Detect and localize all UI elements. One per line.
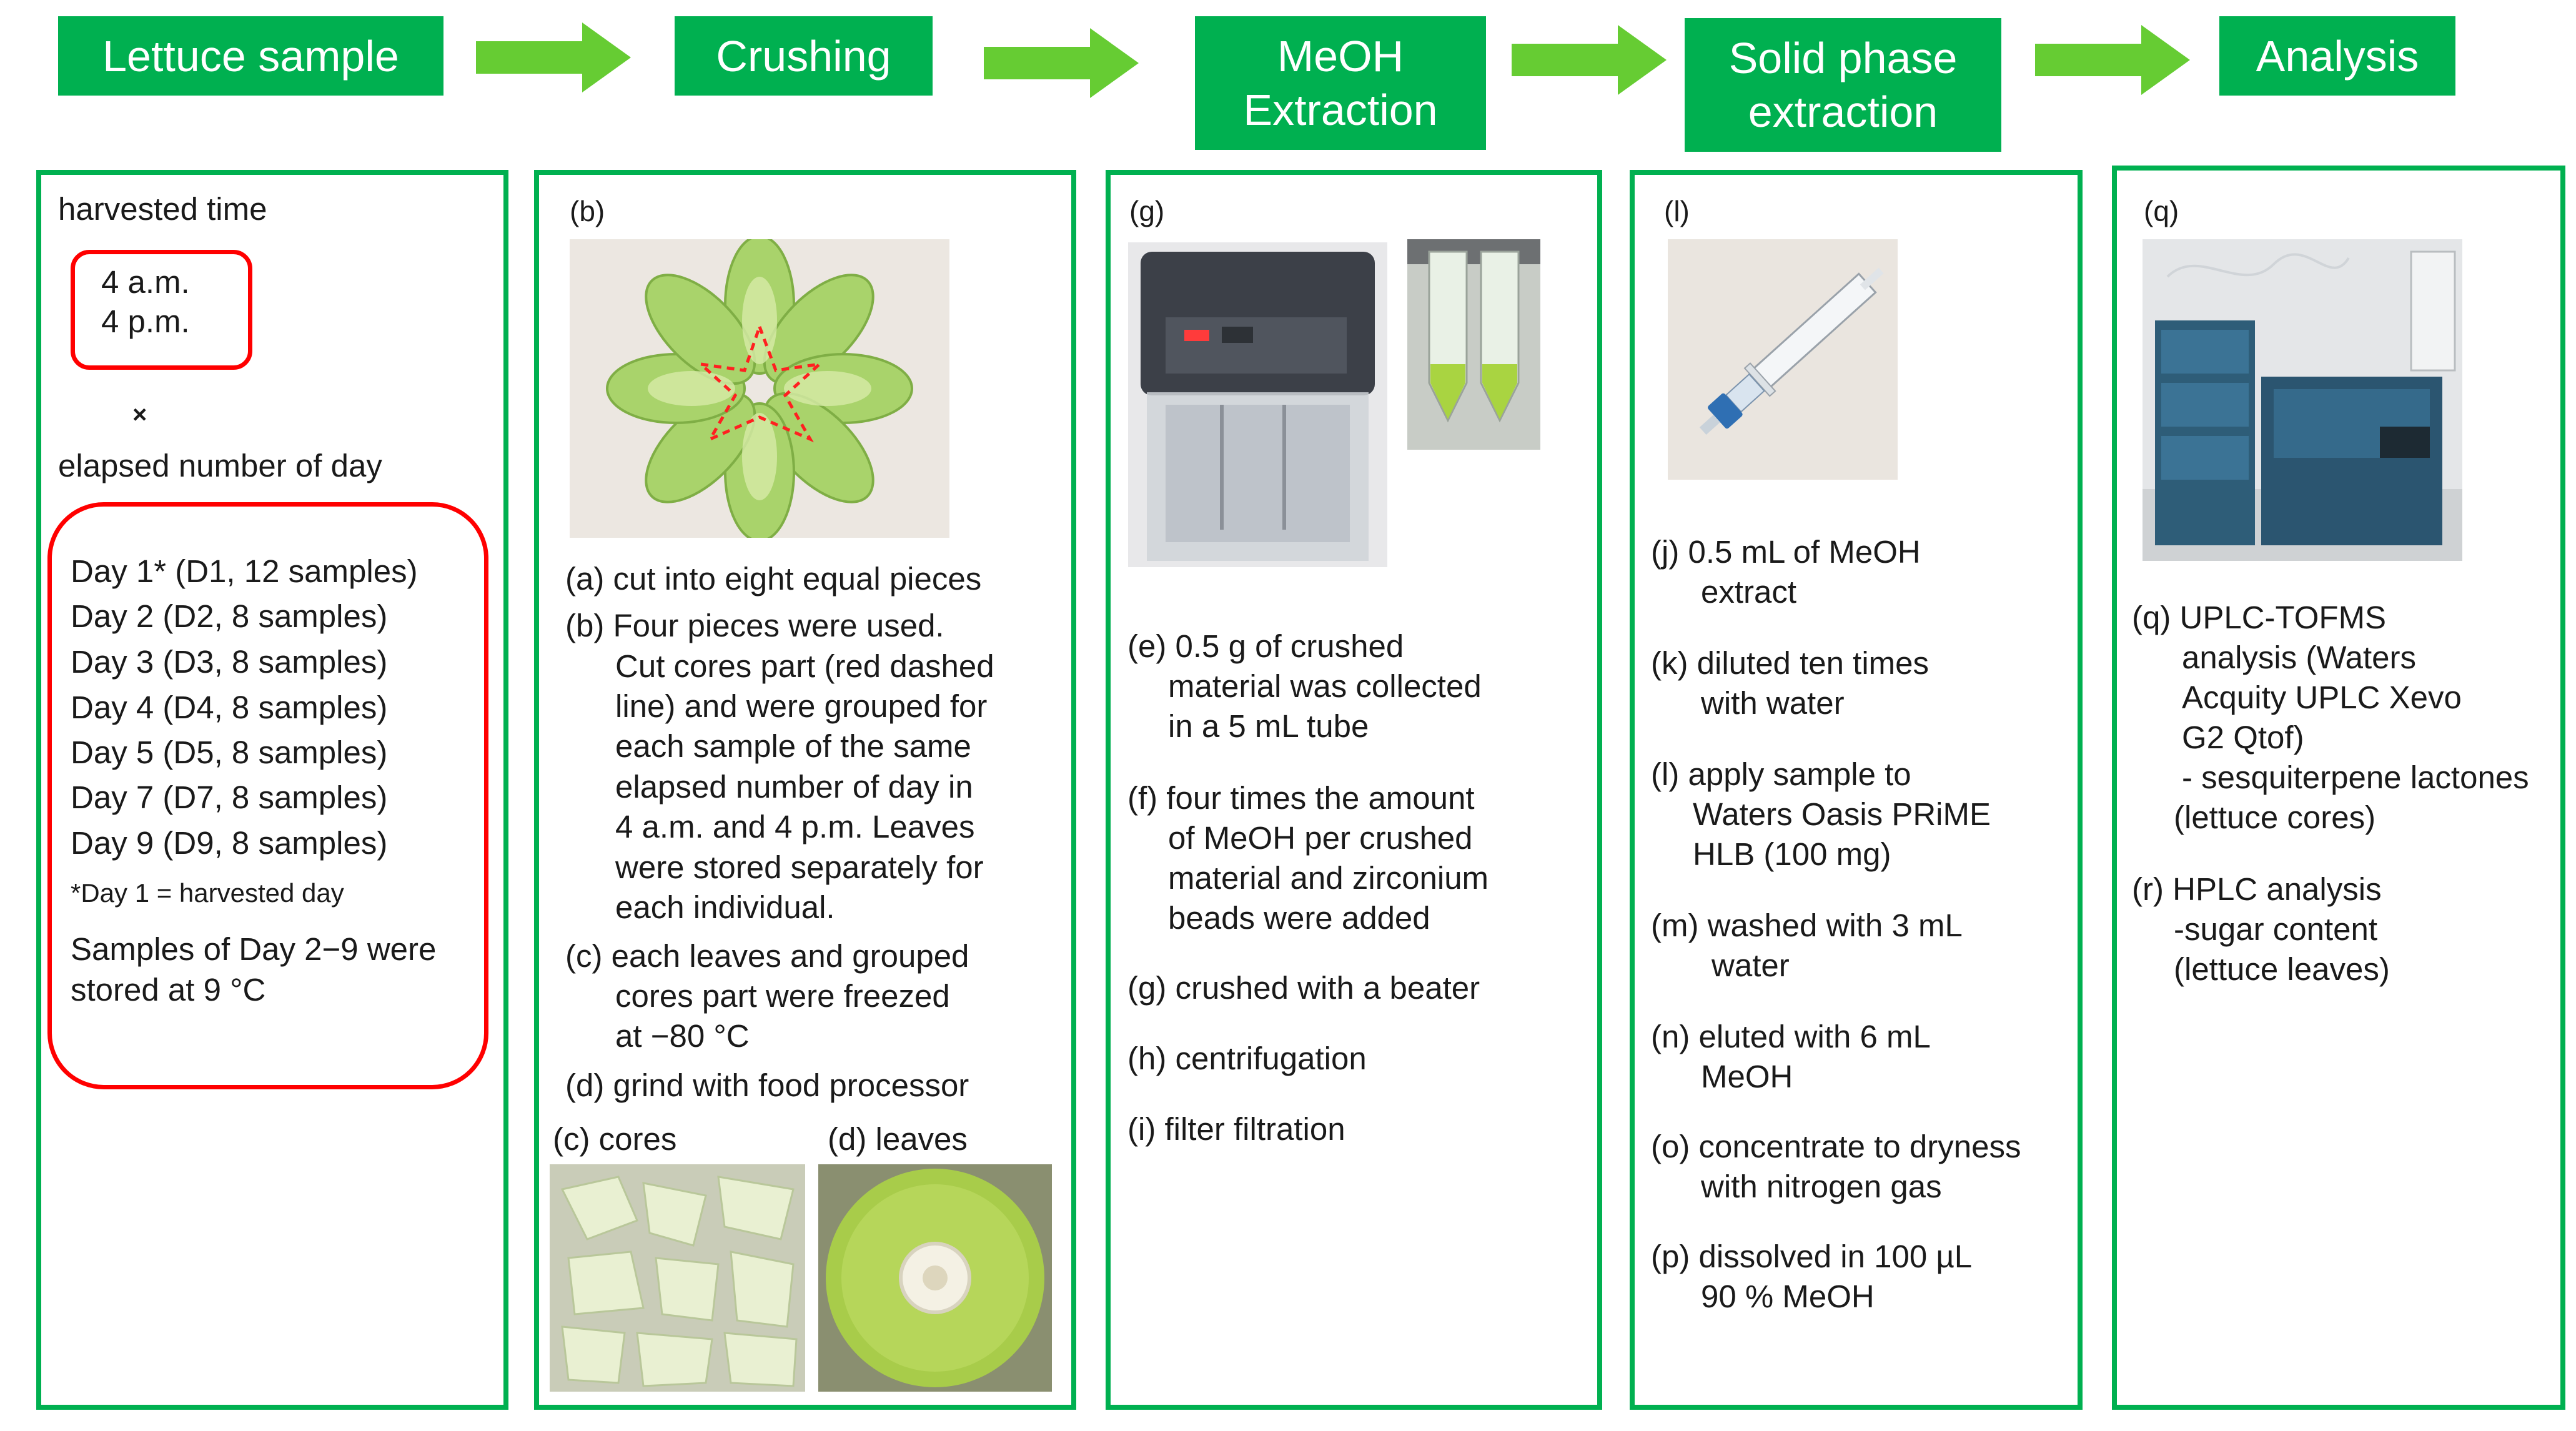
- header-meoh-text: MeOH: [1277, 32, 1404, 81]
- leaves-caption: (d) leaves: [828, 1121, 968, 1157]
- step-q-line: (q) UPLC-TOFMS: [2132, 600, 2387, 635]
- header-lettuce-sample-text: Lettuce sample: [102, 31, 399, 81]
- step-c-line: at −80 °C: [615, 1018, 750, 1054]
- step-r-line: -sugar content: [2174, 911, 2378, 947]
- storage-note-line2: stored at 9 °C: [71, 972, 266, 1008]
- day-item: Day 7 (D7, 8 samples): [71, 780, 388, 815]
- step-f-line: material and zirconium: [1168, 860, 1489, 896]
- leaves-photo: [818, 1164, 1052, 1392]
- header-solid-phase-extraction: [1685, 18, 2001, 152]
- step-q-line: - sesquiterpene lactones: [2182, 760, 2529, 795]
- step-e-line: in a 5 mL tube: [1168, 708, 1369, 744]
- step-k-line: (k) diluted ten times: [1651, 645, 1930, 681]
- header-crushing: [675, 16, 933, 96]
- header-analysis-text: Analysis: [2256, 31, 2419, 81]
- day-item: Day 1* (D1, 12 samples): [71, 553, 418, 589]
- day-item: Day 5 (D5, 8 samples): [71, 735, 388, 770]
- header-meoh-extraction: [1195, 16, 1486, 150]
- step-o-line: (o) concentrate to dryness: [1651, 1129, 2021, 1164]
- step-b-line: were stored separately for: [615, 849, 984, 885]
- time-pm: 4 p.m.: [101, 304, 190, 339]
- header-solid-phase-text: Solid phase: [1728, 34, 1958, 82]
- day-item: Day 9 (D9, 8 samples): [71, 825, 388, 861]
- cut-lettuce-photo: [570, 239, 949, 538]
- spe-photo-label: (l): [1664, 195, 1690, 227]
- time-am: 4 a.m.: [101, 264, 190, 300]
- day-item: Day 2 (D2, 8 samples): [71, 598, 388, 634]
- step-k-line: with water: [1701, 685, 1845, 721]
- step-p-line: 90 % MeOH: [1701, 1279, 1875, 1314]
- step-b-line: each individual.: [615, 889, 835, 925]
- multiply-symbol: ×: [132, 401, 147, 428]
- step-i-text: (i) filter filtration: [1127, 1111, 1345, 1147]
- step-f-line: (f) four times the amount: [1127, 780, 1475, 816]
- step-b-line: elapsed number of day in: [615, 769, 973, 805]
- step-m-line: water: [1712, 948, 1790, 983]
- step-f-line: of MeOH per crushed: [1168, 820, 1473, 856]
- step-e-line: (e) 0.5 g of crushed: [1127, 628, 1404, 664]
- tubes-photo: [1407, 239, 1540, 450]
- extraction-photo-label: (g): [1129, 195, 1165, 227]
- step-f-line: beads were added: [1168, 900, 1430, 936]
- arrow-right-icon: [1512, 25, 1667, 95]
- header-extraction-text: Extraction: [1243, 86, 1438, 134]
- step-d-text: (d) grind with food processor: [565, 1067, 969, 1103]
- header-spe-extraction-text: extraction: [1748, 87, 1938, 136]
- arrow-right-icon: [984, 28, 1139, 98]
- header-lettuce-sample: [58, 16, 443, 96]
- step-n-line: (n) eluted with 6 mL: [1651, 1019, 1931, 1054]
- step-c-line: (c) each leaves and grouped: [565, 938, 969, 974]
- step-p-line: (p) dissolved in 100 µL: [1651, 1239, 1973, 1274]
- step-c-line: cores part were freezed: [615, 978, 950, 1014]
- storage-note-line1: Samples of Day 2−9 were: [71, 931, 437, 967]
- day-item: Day 4 (D4, 8 samples): [71, 690, 388, 725]
- step-n-line: MeOH: [1701, 1059, 1793, 1094]
- day-footnote: *Day 1 = harvested day: [71, 878, 344, 908]
- step-g-text: (g) crushed with a beater: [1127, 970, 1480, 1006]
- step-j-line: extract: [1701, 574, 1797, 610]
- step-m-line: (m) washed with 3 mL: [1651, 908, 1963, 943]
- step-j-line: (j) 0.5 mL of MeOH: [1651, 534, 1921, 570]
- step-l-line: HLB (100 mg): [1693, 836, 1891, 872]
- header-crushing-text: Crushing: [716, 31, 891, 81]
- uplc-instrument-photo: [2143, 239, 2462, 561]
- crushing-photo-label: (b): [570, 195, 605, 227]
- header-analysis: [2219, 16, 2455, 96]
- step-e-line: material was collected: [1168, 668, 1482, 704]
- day-item: Day 3 (D3, 8 samples): [71, 644, 388, 680]
- step-q-line: G2 Qtof): [2182, 720, 2304, 755]
- step-b-line: each sample of the same: [615, 728, 971, 764]
- step-q-line: analysis (Waters: [2182, 640, 2417, 675]
- elapsed-days-label: elapsed number of day: [58, 448, 382, 483]
- step-l-line: Waters Oasis PRiME: [1693, 796, 1991, 832]
- syringe-photo: [1668, 239, 1898, 480]
- arrow-right-icon: [476, 22, 631, 92]
- step-b-line: Cut cores part (red dashed: [615, 648, 994, 684]
- analysis-photo-label: (q): [2144, 195, 2179, 227]
- step-q-line: (lettuce cores): [2174, 800, 2376, 835]
- step-o-line: with nitrogen gas: [1701, 1169, 1942, 1204]
- step-q-line: Acquity UPLC Xevo: [2182, 680, 2462, 715]
- harvested-time-label: harvested time: [58, 191, 267, 227]
- cores-caption: (c) cores: [553, 1121, 677, 1157]
- cores-photo: [550, 1164, 805, 1392]
- step-l-line: (l) apply sample to: [1651, 756, 1911, 792]
- step-b-line: (b) Four pieces were used.: [565, 608, 944, 643]
- step-b-line: 4 a.m. and 4 p.m. Leaves: [615, 809, 975, 844]
- step-b-line: line) and were grouped for: [615, 688, 988, 724]
- step-r-line: (r) HPLC analysis: [2132, 871, 2382, 907]
- step-h-text: (h) centrifugation: [1127, 1041, 1367, 1076]
- beater-machine-photo: [1128, 242, 1387, 567]
- step-r-line: (lettuce leaves): [2174, 951, 2390, 987]
- arrow-right-icon: [2035, 25, 2190, 95]
- step-a-text: (a) cut into eight equal pieces: [565, 561, 982, 597]
